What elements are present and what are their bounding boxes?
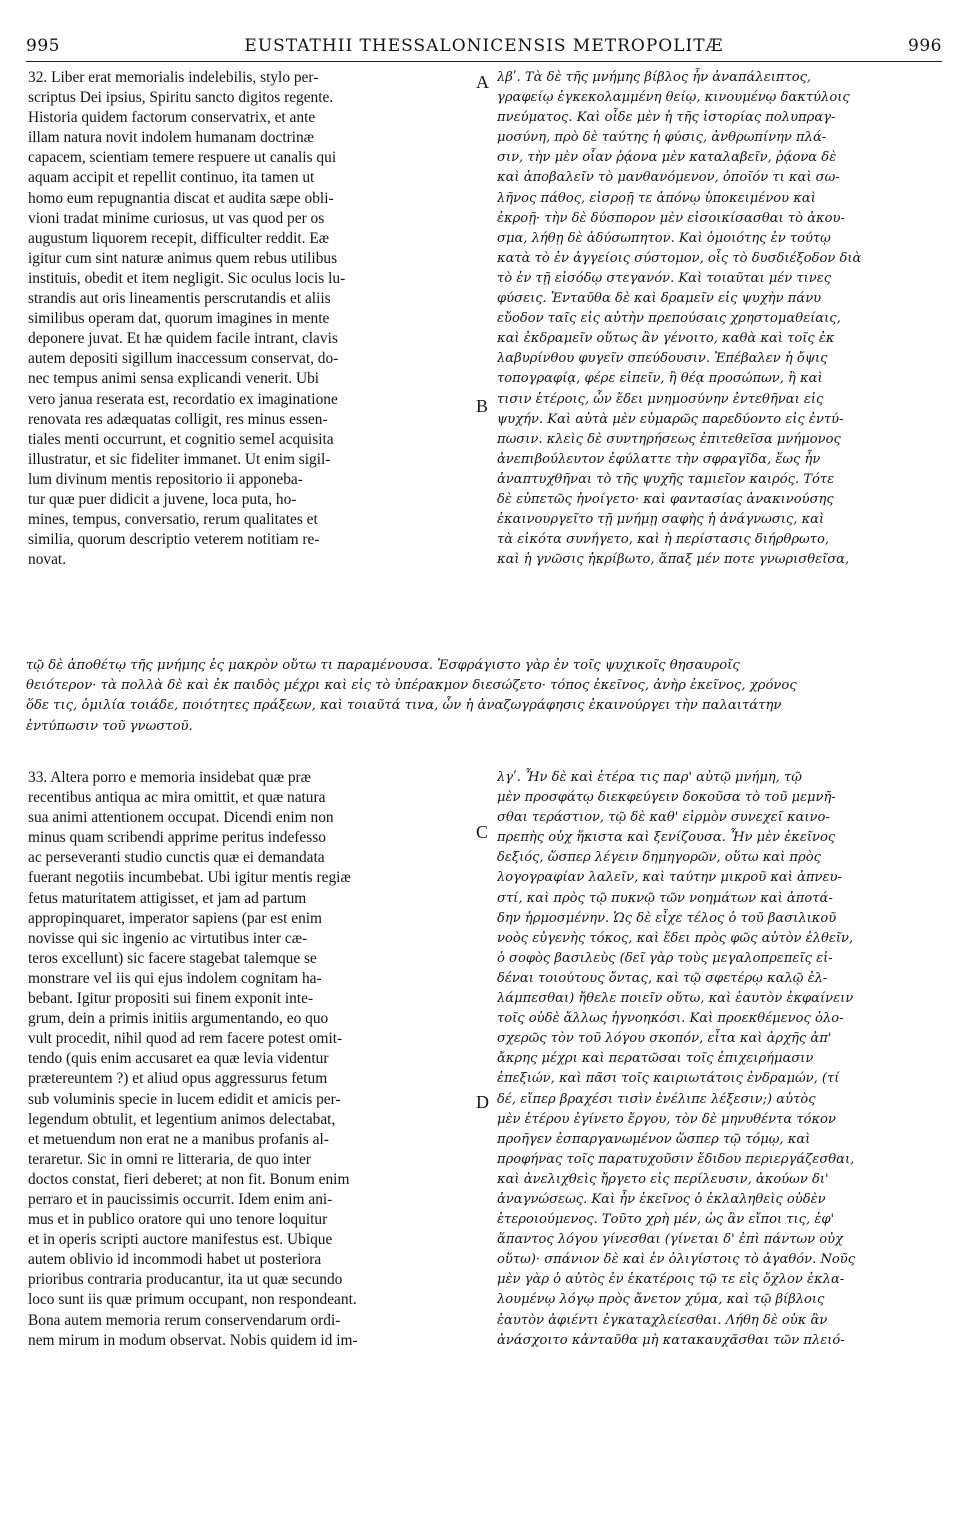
section-32-latin-column — [28, 68, 468, 570]
latin-text-line: capacem, scientiam temere respuere ut canalis qui — [28, 149, 337, 167]
greek-text-line: μοσύνη, πρὸ δὲ ταύτης ἡ φύσις, ἀνθρωπίνην πλά- — [497, 130, 827, 146]
greek-text-line: θειότερον· τὰ πολλὰ δὲ καὶ ἐκ παιδὸς μέχρι καὶ εἰς τὸ ὑπέρακμον διεσώζετο· τόπος ἐκεῖνος, ἀνὴρ ἐκεῖνος, χρόνος — [26, 678, 797, 694]
latin-text-line: similia, quorum descriptio veterem notitiam re- — [28, 531, 320, 549]
latin-text-line: renovata res adæquatas colligit, res minus essen- — [28, 410, 328, 428]
greek-text-line: λογογραφίαν λαλεῖν, καὶ ταύτην μικροῦ καὶ ἀπνευ- — [497, 870, 842, 886]
greek-text-line: ἅπαντος λόγου γίνεσθαι (γίνεται δ' ἐπὶ πάντων οὐχ — [497, 1232, 844, 1248]
margin-marker-b: B — [476, 396, 489, 416]
latin-text-line: fetus maturitatem attigisset, et jam ad partum — [28, 889, 307, 907]
latin-text-line: mines, tempus, conversatio, rerum qualitates et — [28, 511, 318, 529]
latin-text-line: tiales menti occurrunt, et cognitio semel acquisita — [28, 430, 334, 448]
page-number-right: 996 — [908, 36, 942, 56]
latin-text-line: doctos constat, fieri deberet; at non fit. Bonum enim — [28, 1170, 350, 1188]
greek-text-line: λάμπεσθαι) ἤθελε ποιεῖν οὕτω, καὶ ἑαυτὸν ἐκφαίνειν — [497, 991, 854, 1007]
greek-text-line: ἀνάσχοιτο κἀνταῦθα μὴ κατακαυχᾶσθαι τῶν πλειό- — [497, 1332, 845, 1348]
greek-text-line: καὶ ἐκδραμεῖν οὕτως ἂν γένοιτο, καθὰ καὶ τοῖς ἐκ — [497, 331, 835, 347]
greek-text-line: τὰ εἰκότα συνήγετο, καὶ ἡ περίστασις διήρθρωτο, — [497, 532, 830, 548]
greek-text-line: δεξιός, ὥσπερ λέγειν δημηγορῶν, οὕτω καὶ πρὸς — [497, 850, 821, 866]
latin-text-line: teros excellunt) sic facere stagebat talemque se — [28, 949, 317, 967]
greek-text-line: στί, καὶ πρὸς τῷ πυκνῷ τῶν νοημάτων καὶ ἀποτά- — [497, 890, 833, 906]
latin-text-line: vero janua reserata est, recordatio ex imaginatione — [28, 390, 338, 408]
greek-text-line: ἀναγνώσεως. Καὶ ἦν ἐκεῖνος ὁ ἐκλαληθεὶς οὐδὲν — [497, 1191, 826, 1207]
running-title: EUSTATHII THESSALONICENSIS METROPOLITÆ — [244, 36, 724, 56]
latin-text-line: illustratur, et sic fideliter immanet. Ut enim sigil- — [28, 450, 331, 468]
latin-text-line: monstrare vel iis qui ejus indolem cognitam ha- — [28, 969, 322, 987]
greek-text-line: γραφείῳ ἐγκεκολαμμένη θείῳ, κινουμένῳ δακτύλοις — [497, 90, 850, 106]
greek-text-line: δέναι τοιούτους ὄντας, καὶ τῷ σφετέρῳ καλῷ ἐλ- — [497, 970, 828, 986]
greek-text-line: λαβυρίνθου φυγεῖν σπεύδουσιν. Ἐπέβαλεν ἡ ὄψις — [497, 351, 828, 367]
greek-text-line: ὅδε τις, ὁμιλία τοιάδε, ποιότητες πράξεων, καὶ τοιαῦτά τινα, ὧν ἡ ἀναζωγράφησις ἐκαινούργει τὴν παλαιτάτην — [26, 698, 782, 714]
latin-text-line: sua animi attentionem occupat. Dicendi enim non — [28, 809, 334, 827]
greek-text-line: μὲν προσφάτῳ διεκφεύγειν δοκοῦσα τὸ τοῦ μεμνῆ- — [497, 790, 836, 806]
latin-text-line: homo eum repugnantia discat et audita sæpe obli- — [28, 189, 334, 207]
greek-text-line: ἀνεπιβούλευτον ἐφύλαττε τὴν σφραγῖδα, ἕως ἦν — [497, 451, 821, 467]
latin-text-line: ac perseveranti studio cunctis quæ ei demandata — [28, 849, 325, 867]
greek-text-line: καὶ ἀνελιχθεὶς ἤργετο εἰς περίλευσιν, ἀκούων δι' — [497, 1171, 829, 1187]
latin-text-line: nem mirum in modum observat. Nobis quidem id im- — [28, 1331, 358, 1349]
greek-text-line: μὲν γὰρ ὁ αὐτὸς ἐν ἑκατέροις τῷ τε εἰς ὄχλον ἐκλα- — [497, 1272, 845, 1288]
latin-text-line: vult procedit, nihil quod ad rem facere potest omit- — [28, 1030, 343, 1048]
latin-text-line: scriptus Dei ipsius, Spiritu sancto digitos regente. — [28, 89, 334, 107]
latin-text-line: strandis aut oris lineamentis perscrutandis et aliis — [28, 290, 331, 308]
latin-text-line: et metuendum non erat ne a manibus profanis al- — [28, 1130, 329, 1148]
latin-text-line: autem depositi sigillum inaccessum conservat, do- — [28, 350, 339, 368]
running-header — [26, 36, 942, 60]
greek-text-line: καὶ ἡ γνῶσις ἠκρίβωτο, ἅπαξ μέν ποτε γνωρισθεῖσα, — [497, 552, 850, 568]
latin-text-line: teraretur. Sic in omni re litteraria, de quo inter — [28, 1150, 311, 1168]
header-rule — [26, 61, 942, 62]
greek-text-line: ἄκρης μέχρι καὶ περατῶσαι τοῖς ἐπιχειρήμασιν — [497, 1051, 814, 1067]
latin-text-line: aquam accipit et repellit continuo, ita tamen ut — [28, 169, 315, 187]
latin-text-line: Bona autem memoria rerum conservendarum ordi- — [28, 1311, 341, 1329]
latin-text-line: vioni tradat minime curiosus, ut vas quod per os — [28, 209, 325, 227]
latin-text-line: novisse qui sic ingenio ac virtutibus inter cæ- — [28, 929, 308, 947]
latin-text-line: similibus operam dat, quorum imagines in mente — [28, 310, 330, 328]
latin-text-line: tendo (quis enim accusaret ea quæ levia videntur — [28, 1050, 329, 1068]
greek-text-line: ἐντύπωσιν τοῦ γνωστοῦ. — [26, 718, 193, 734]
greek-text-line: ἐκροῇ· τὴν δὲ δύσπορον μὲν εἰσοικίσασθαι τὸ ἀκου- — [497, 210, 845, 226]
latin-text-line: bebant. Igitur propositi sui finem exponit inte- — [28, 990, 314, 1008]
greek-text-line: ἐπεξιών, καὶ πᾶσι τοῖς καιριωτάτοις ἐνδραμών, (τί — [497, 1071, 840, 1087]
latin-text-line: grum, dein a primis initiis argumentando, eo quo — [28, 1010, 329, 1028]
section-33-greek-column — [497, 768, 947, 1351]
latin-text-line: deponere juvat. Et hæ quidem facile intrant, clavis — [28, 330, 338, 348]
latin-text-line: fuerant negotiis incumbebat. Ubi igitur mentis regiæ — [28, 869, 351, 887]
greek-text-line: ὁ σοφὸς βασιλεὺς (δεῖ γὰρ τοὺς μεγαλοπρεπεῖς εἰ- — [497, 950, 833, 966]
greek-text-line: δὲ εὐπετῶς ἠνοίγετο· καὶ φαντασίας ἀνακινούσης — [497, 491, 834, 507]
greek-text-line: δην ἡρμοσμένην. Ὡς δὲ εἶχε τέλος ὁ τοῦ βασιλικοῦ — [497, 910, 837, 926]
greek-text-line: οὕτω)· σπάνιον δὲ καὶ ἐν ὀλιγίστοις τὸ ἀγαθόν. Νοῦς — [497, 1252, 856, 1268]
greek-text-line: λγʹ. Ἦν δὲ καὶ ἑτέρα τις παρ' αὐτῷ μνήμη, τῷ — [497, 770, 802, 785]
latin-text-line: recentibus antiqua ac mira omittit, et quæ natura — [28, 789, 326, 807]
latin-text-line: autem oblivio id incommodi habet ut posteriora — [28, 1251, 322, 1269]
latin-text-line: 33. Altera porro e memoria insidebat quæ præ — [28, 769, 311, 786]
greek-text-line: νοὸς εὐγενὴς τόκος, καὶ ἔδει πρὸς φῶς αὐτὸν ἐλθεῖν, — [497, 930, 854, 946]
section-32-greek-continuation — [26, 656, 946, 737]
latin-text-line: mus et in publico oratore qui uno tenore loquitur — [28, 1211, 328, 1229]
greek-text-line: τοῖς οὐδὲ ἄλλως ἠγνοηκόσι. Καὶ προεκθέμενος ὁλο- — [497, 1011, 844, 1027]
latin-text-line: illam natura novit indolem humanam doctrinæ — [28, 129, 314, 147]
greek-text-line: λβʹ. Τὰ δὲ τῆς μνήμης βίβλος ἦν ἀναπάλειπτος, — [497, 70, 812, 85]
greek-text-line: σιν, τὴν μὲν οἷαν ῥᾴονα μὲν καταλαβεῖν, ῥᾴονα δὲ — [497, 150, 837, 166]
greek-text-line: λουμένῳ λόγῳ πρὸς ἄνετον χύμα, καὶ τῷ βίβλοις — [497, 1292, 825, 1308]
page-number-left: 995 — [26, 36, 60, 56]
greek-text-line: προῆγεν ἐσπαργανωμένον ὥσπερ τῷ τόμῳ, καὶ — [497, 1131, 811, 1147]
greek-text-line: ἐκαινουργεῖτο τῇ μνήμῃ σαφὴς ἡ ἀνάγνωσις, καὶ — [497, 512, 825, 528]
latin-text-line: et in operis scripti auctore manifestus est. Ubique — [28, 1231, 333, 1249]
latin-text-line: loco sunt iis quæ primum occupant, non respondeant. — [28, 1291, 357, 1309]
latin-text-line: igitur cum sint naturæ animus quem rebus utilibus — [28, 249, 338, 267]
latin-text-line: augustum liquorem recepit, difficulter reddit. Eæ — [28, 229, 330, 247]
greek-text-line: τῷ δὲ ἀποθέτῳ τῆς μνήμης ἐς μακρὸν οὕτω τι παραμένουσα. Ἐσφράγιστο γὰρ ἐν τοῖς ψυχικοῖς θησαυροῖς — [26, 658, 740, 673]
latin-text-line: tur quæ puer didicit a juvene, loca puta, ho- — [28, 490, 297, 508]
latin-text-line: instituis, obedit et item negligit. Sic oculus locis lu- — [28, 269, 346, 287]
greek-text-line: ἀναπτυχθῆναι τὸ τῆς ψυχῆς ταμιεῖον καιρός. Τότε — [497, 471, 835, 487]
latin-text-line: prioribus contraria producantur, ita ut quæ secundo — [28, 1271, 343, 1289]
greek-text-line: φύσεις. Ἐνταῦθα δὲ καὶ δραμεῖν εἰς ψυχὴν πάνυ — [497, 291, 822, 307]
greek-text-line: λῆνος πάθος, εἰσροῇ τε ἀπόνῳ ὑποκειμένου καὶ — [497, 190, 816, 206]
latin-text-line: sub voluminis specie in lucem edidit et amicis per- — [28, 1090, 341, 1108]
greek-text-line: σμα, λήθῃ δὲ ἀδύσωπητον. Καὶ ὁμοιότης ἐν τούτῳ — [497, 230, 831, 246]
greek-text-line: σχερῶς τὸν τοῦ λόγου σκοπόν, εἶτα καὶ ἀρχῆς ἀπ' — [497, 1031, 832, 1047]
greek-text-line: εὔοδον ταῖς εἰς αὐτὴν πρεπούσαις χρηστομαθείαις, — [497, 311, 841, 327]
greek-text-line: ἑαυτὸν ἀφιέντι ἐγκαταχλείεσθαι. Λήθη δὲ οὐκ ἂν — [497, 1312, 828, 1328]
latin-text-line: prætereuntem ?) et aliud opus aggressurus fetum — [28, 1070, 328, 1088]
latin-text-line: nec tempus animi sensa explicandi venerit. Ubi — [28, 370, 320, 388]
latin-text-line: Historia quidem factorum conservatrix, et ante — [28, 109, 316, 127]
greek-text-line: ἑτεροιούμενος. Τοῦτο χρὴ μέν, ὡς ἂν εἴποι τις, ἐφ' — [497, 1212, 835, 1228]
greek-text-line: μὲν ἑτέρου ἐγίνετο ἔργου, τὸν δὲ μηνυθέντα τόκον — [497, 1111, 836, 1127]
greek-text-line: τισιν ἑτέροις, ὧν ἔδει μνημοσύνην ἐντεθῆναι εἰς — [497, 391, 824, 407]
section-32-greek-column — [497, 68, 947, 570]
latin-text-line: lum divinum mentis repositorio ii apponeba- — [28, 470, 303, 488]
latin-text-line: legendum obtulit, et legentium animos delectabat, — [28, 1110, 336, 1128]
greek-text-line: προφήνας τοῖς παρατυχοῦσιν ἔδιδου περιεργάζεσθαι, — [497, 1151, 855, 1167]
margin-marker-c: C — [476, 822, 489, 842]
greek-text-line: τὸ ἐν τῇ εἰσόδῳ στεγανόν. Καὶ τοιαῦται μέν τινες — [497, 270, 832, 286]
greek-text-line: καὶ ἀποβαλεῖν τὸ μανθανόμενον, ὁποῖόν τι καὶ σω- — [497, 170, 840, 186]
latin-text-line: appropinquaret, imperator sapiens (par est enim — [28, 909, 323, 927]
latin-text-line: perraro et in paucissimis occurrit. Idem enim ani- — [28, 1190, 333, 1208]
section-33-latin-column — [28, 768, 468, 1351]
greek-text-line: πρεπὴς οὐχ ἥκιστα καὶ ξενίζουσα. Ἦν μὲν ἐκεῖνος — [497, 830, 836, 846]
greek-text-line: τοπογραφίᾳ, φέρε εἰπεῖν, ἢ θέᾳ προσώπων, ἢ καὶ — [497, 371, 823, 387]
latin-text-line: minus quam scribendi apprime peritus indefesso — [28, 829, 326, 847]
greek-text-line: δέ, εἴπερ βραχέσι τισὶν ἐνέλιπε λέξεσιν;) αὐτὸς — [497, 1091, 816, 1107]
greek-text-line: πνεύματος. Καὶ οἶδε μὲν ἡ τῆς ἱστορίας πολυπραγ- — [497, 110, 836, 126]
margin-marker-d: D — [476, 1092, 489, 1112]
greek-text-line: πωσιν. κλεὶς δὲ συντηρήσεως ἐπιτεθεῖσα μνήμονος — [497, 431, 841, 447]
latin-text-line: 32. Liber erat memorialis indelebilis, stylo per- — [28, 69, 319, 86]
greek-text-line: κατὰ τὸ ἐν ἀγγείοις σύστομον, οἷς τὸ δυσδιέξοδον διὰ — [497, 250, 862, 266]
margin-marker-a: A — [476, 72, 489, 92]
greek-text-line: σθαι τεράστιον, τῷ δὲ καθ' εἱρμὸν συνεχεῖ καινο- — [497, 810, 830, 826]
latin-text-line: novat. — [28, 551, 67, 569]
greek-text-line: ψυχήν. Καὶ αὐτὰ μὲν εὐμαρῶς παρεδύοντο εἰς ἐντύ- — [497, 411, 844, 427]
